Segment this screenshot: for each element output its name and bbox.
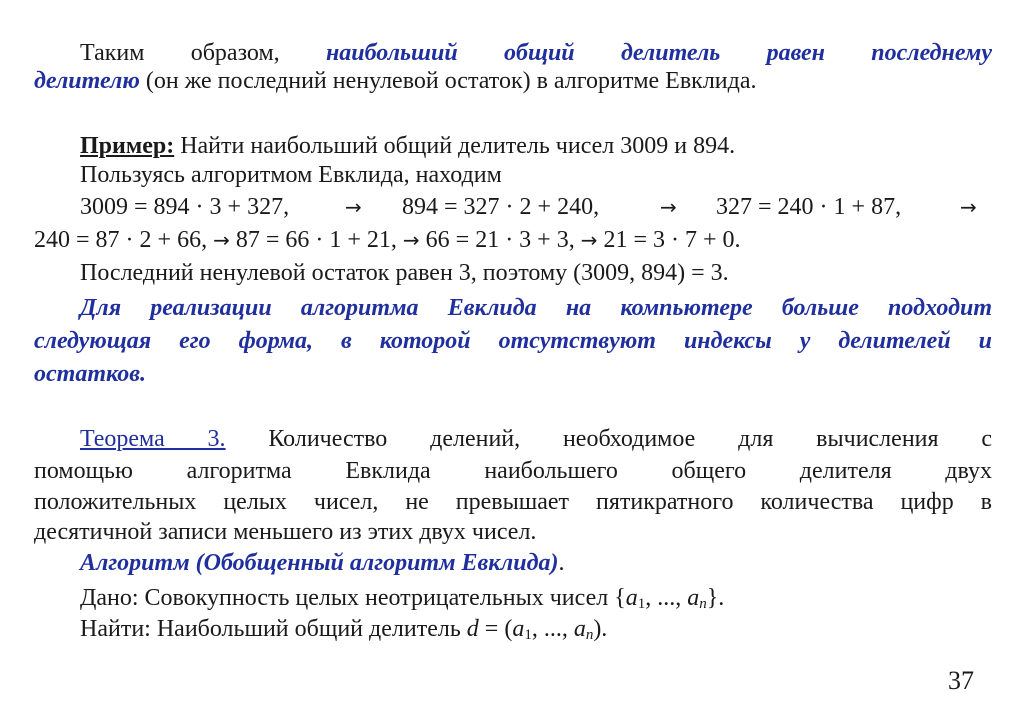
para1-emphasis-cont: делителю (34, 68, 140, 94)
para1-line2 (34, 66, 757, 96)
var-a: a (573, 616, 586, 642)
example-conclusion: Последний ненулевой остаток равен 3, поэтому (3009, 894) = 3. (80, 260, 729, 286)
arrow-icon: → (345, 195, 362, 219)
equals-sign: = (484, 616, 499, 642)
arrow-icon: → (402, 228, 420, 252)
ellipsis: , ..., (531, 616, 574, 642)
example-line2: Пользуясь алгоритмом Евклида, находим (80, 162, 502, 188)
var-a: a (625, 585, 638, 611)
euclid-step-5: 87 = 66 · 1 + 21, (235, 227, 397, 253)
note-line3: остатков. (34, 361, 146, 387)
algorithm-title: Алгоритм (Обобщенный алгоритм Евклида) (80, 550, 559, 576)
var-a: a (687, 585, 700, 611)
find-text: Найти: Наибольший общий делитель (80, 616, 461, 642)
page-number: 37 (948, 666, 974, 695)
arrow-icon: → (660, 195, 677, 219)
arrow-icon: → (960, 195, 977, 219)
para1-line1 (80, 38, 992, 68)
subscript-n: n (585, 627, 594, 643)
theorem-line4: десятичной записи меньшего из этих двух чисел. (34, 519, 537, 545)
ellipsis: , ..., (645, 585, 688, 611)
subscript-1: 1 (637, 596, 646, 612)
algorithm-title-dot: . (558, 550, 565, 576)
para1-emphasis: наибольший общий делитель равен последнему (325, 40, 993, 66)
given-text: Дано: Совокупность целых неотрицательных чисел { (80, 585, 626, 611)
example-line1 (80, 131, 735, 161)
theorem-line1 (80, 424, 992, 454)
close-paren: ). (593, 616, 608, 642)
note-line1: Для реализации алгоритма Евклида на компьютере больше подходит (80, 295, 992, 321)
theorem-text: Количество делений, необходимое для вычисления с (268, 426, 993, 452)
para1-plain: Таким образом, (80, 40, 280, 66)
example-label: Пример: (80, 133, 175, 159)
open-paren: ( (504, 616, 513, 642)
example-text: Найти наибольший общий делитель чисел 3009 и 894. (180, 133, 736, 159)
euclid-step-3: 327 = 240 · 1 + 87, (716, 194, 902, 220)
theorem-label: Теорема 3. (80, 426, 226, 452)
subscript-n: n (699, 596, 707, 612)
algorithm-find (80, 614, 607, 644)
arrow-icon: → (213, 228, 230, 252)
note-line2: следующая его форма, в которой отсутствуют индексы у делителей и (34, 328, 992, 354)
arrow-icon: → (580, 228, 598, 252)
algorithm-given (80, 583, 724, 613)
var-a: a (512, 616, 525, 642)
euclid-steps-line1 (80, 192, 992, 222)
given-close: }. (706, 585, 725, 611)
euclid-steps-line2 (34, 225, 741, 255)
euclid-step-7: 21 = 3 · 7 + 0. (603, 227, 741, 253)
theorem-line3: положительных целых чисел, не превышает пятикратного количества цифр в (34, 489, 992, 515)
para1-plain-cont: (он же последний ненулевой остаток) в алгоритме Евклида. (145, 68, 757, 94)
algorithm-title-line (80, 548, 564, 578)
euclid-step-1: 3009 = 894 · 3 + 327, (80, 194, 290, 220)
theorem-line2: помощью алгоритма Евклида наибольшего общего делителя двух (34, 458, 992, 484)
var-d: d (466, 616, 479, 642)
euclid-step-2: 894 = 327 · 2 + 240, (402, 194, 600, 220)
subscript-1: 1 (524, 627, 532, 643)
euclid-step-6: 66 = 21 · 3 + 3, (425, 227, 575, 253)
euclid-step-4: 240 = 87 · 2 + 66, (34, 227, 208, 253)
